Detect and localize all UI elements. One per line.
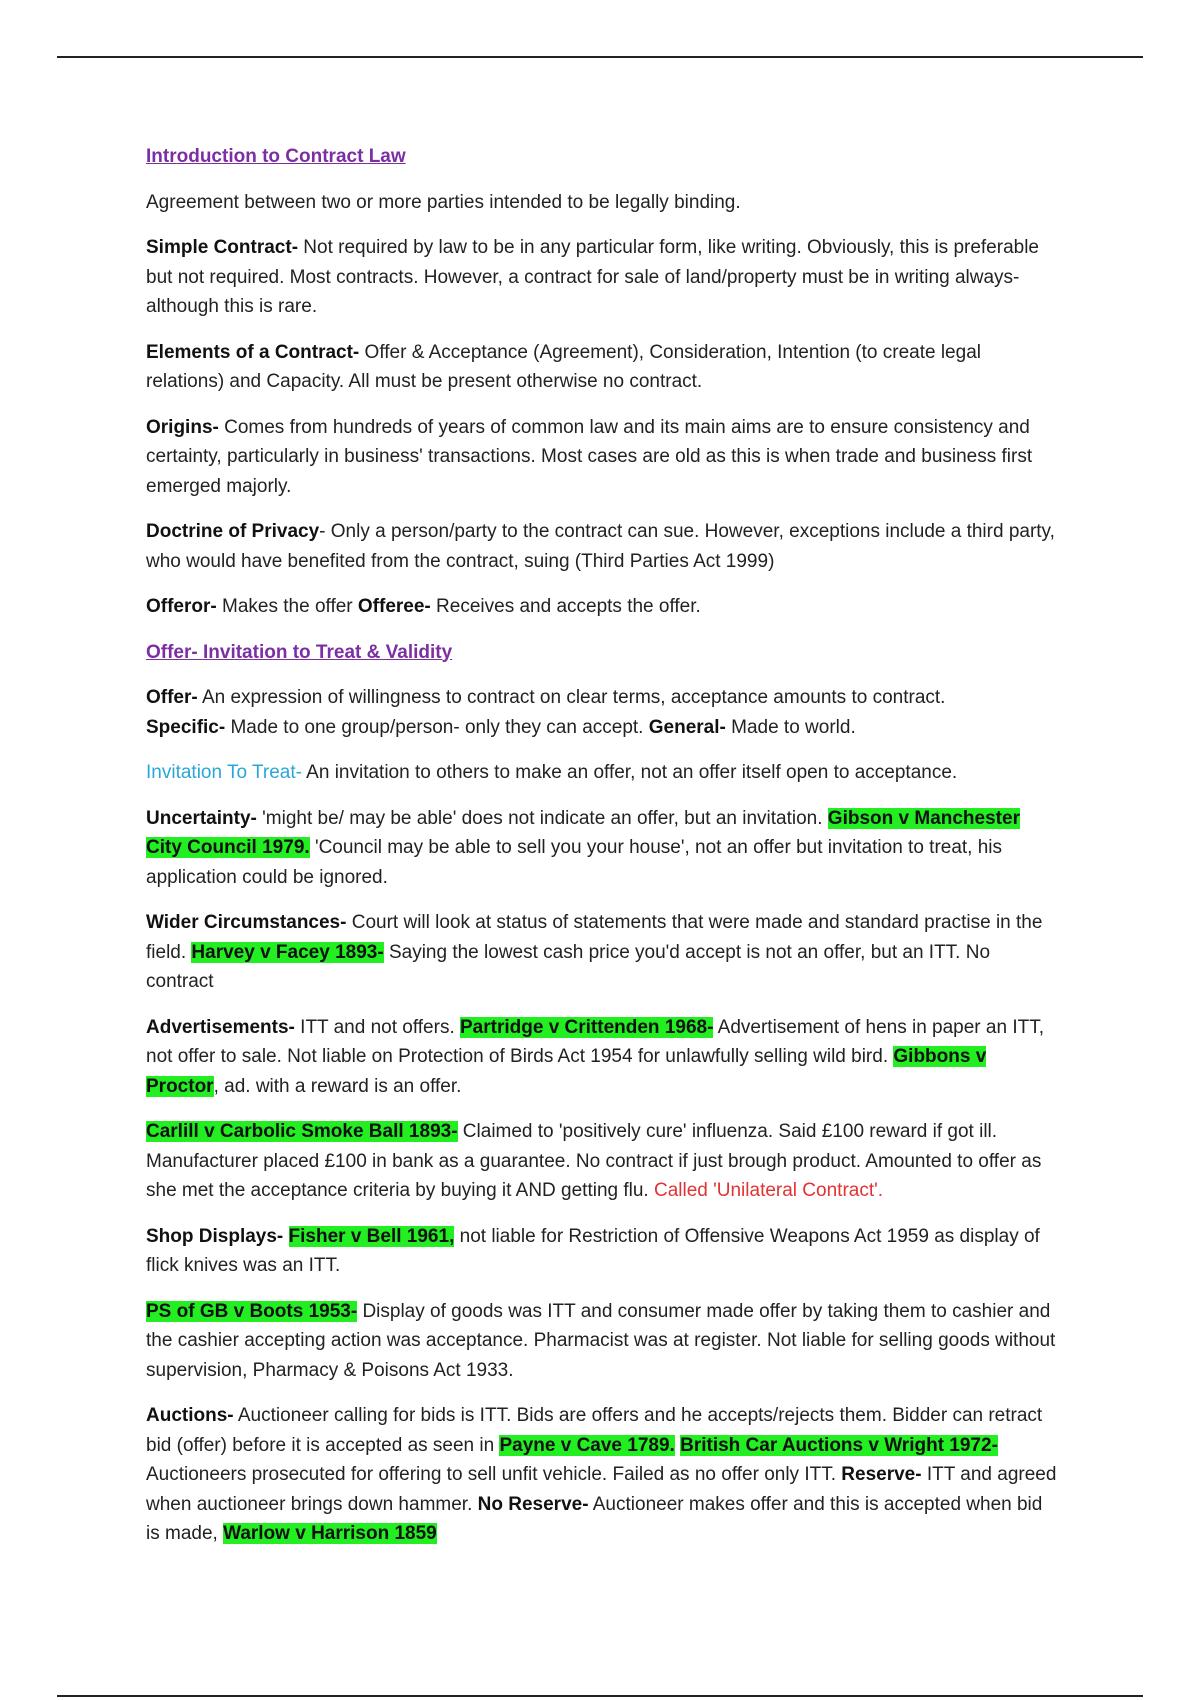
text: Advertisement of hens in paper an ITT, not offer to sale. Not liable on Protection of Birds Act 1954 for unlawfully selling wild bird.	[146, 1016, 1044, 1067]
paragraph-offer	[146, 683, 1061, 742]
case-highlight: Warlow v Harrison 1859	[223, 1523, 437, 1544]
case-highlight: Gibbons v Proctor	[146, 1046, 987, 1097]
paragraph-elements	[146, 338, 1061, 397]
term: Offeree-	[357, 596, 431, 617]
text: Made to one group/person- only they can accept.	[225, 716, 649, 738]
text: An invitation to others to make an offer, not an offer itself open to acceptance.	[301, 762, 958, 783]
case-highlight: Payne v Cave 1789.	[499, 1434, 675, 1456]
term: Auctions-	[146, 1405, 234, 1426]
text: Claimed to 'positively cure' influenza. Said £100 reward if got ill. Manufacturer placed £100 in bank as a guarantee. No contract if just brough product. Amounted to offer as she met the acceptance criteria by buying it AND getting flu.	[146, 1121, 1042, 1201]
paragraph-carlill	[146, 1117, 1061, 1206]
paragraph-shop-displays	[146, 1222, 1061, 1281]
text: Auctioneer calling for bids is ITT. Bids are offers and he accepts/rejects them. Bidder can retract bid (offer) before it is accepted as seen in	[146, 1405, 1043, 1456]
case-highlight: Harvey v Facey 1893-	[191, 941, 384, 963]
term: Shop Displays-	[146, 1225, 284, 1247]
text: Auctioneer makes offer and this is accepted when bid is made,	[146, 1493, 1043, 1544]
paragraph-itt	[146, 758, 1061, 788]
paragraph-boots	[146, 1297, 1061, 1386]
text: Offer & Acceptance (Agreement), Consideration, Intention (to create legal relations) and Capacity. All must be present otherwise no contract.	[146, 341, 981, 392]
text: Auctioneers prosecuted for offering to sell unfit vehicle. Failed as no offer only ITT.	[146, 1464, 842, 1485]
text: Display of goods was ITT and consumer made offer by taking them to cashier and the cashier accepting action was acceptance. Pharmacist was at register. Not liable for selling goods without supervision, Pharmacy & Poisons Act 1933.	[146, 1300, 1056, 1381]
paragraph-uncertainty	[146, 804, 1061, 893]
document-body	[146, 142, 1061, 1565]
paragraph-auctions	[146, 1401, 1061, 1549]
text: ITT and agreed when auctioneer brings down hammer.	[146, 1464, 1057, 1515]
case-highlight: Gibson v Manchester City Council 1979.	[146, 807, 1020, 858]
paragraph-privacy	[146, 517, 1061, 576]
term: Offer-	[146, 687, 198, 708]
bottom-rule	[57, 1695, 1143, 1697]
heading-offer-itt: Offer- Invitation to Treat & Validity	[146, 641, 453, 663]
text: , ad. with a reward is an offer.	[213, 1075, 462, 1097]
text: Made to world.	[725, 716, 856, 738]
text: ITT and not offers.	[294, 1016, 460, 1038]
case-highlight: Carlill v Carbolic Smoke Ball 1893-	[146, 1121, 458, 1142]
term: Reserve-	[841, 1464, 922, 1485]
term: General-	[648, 716, 726, 738]
text: - Only a person/party to the contract can sue. However, exceptions include a third party, who would have benefited from the contract, suing (Third Parties Act 1999)	[146, 521, 1055, 572]
case-highlight: Fisher v Bell 1961,	[288, 1225, 455, 1247]
term: Invitation To Treat-	[146, 762, 302, 783]
paragraph-simple-contract	[146, 233, 1061, 322]
text: Comes from hundreds of years of common law and its main aims are to ensure consistency and certainty, particularly in business' transactions. Most cases are old as this is when trade and business first emerged majorly.	[146, 416, 1033, 497]
case-highlight: Partridge v Crittenden 1968-	[460, 1016, 714, 1038]
term: Elements of a Contract-	[146, 341, 360, 363]
text: An expression of willingness to contract on clear terms, acceptance amounts to contract.	[197, 687, 946, 708]
text: not liable for Restriction of Offensive Weapons Act 1959 as display of flick knives was an ITT.	[146, 1225, 1040, 1276]
text	[283, 1226, 288, 1247]
term: Simple Contract-	[146, 237, 299, 258]
text: 'Council may be able to sell you your house', not an offer but invitation to treat, his application could be ignored.	[146, 837, 1003, 888]
paragraph-origins	[146, 413, 1061, 502]
term: Offeror-	[146, 596, 217, 617]
text: Makes the offer	[216, 596, 358, 617]
term: Uncertainty-	[146, 807, 257, 829]
paragraph-agreement: Agreement between two or more parties intended to be legally binding.	[146, 191, 741, 213]
term: Wider Circumstances-	[146, 912, 347, 933]
term: Advertisements-	[146, 1016, 295, 1038]
case-highlight: British Car Auctions v Wright 1972-	[680, 1434, 998, 1456]
text: Receives and accepts the offer.	[430, 596, 701, 617]
heading-intro: Introduction to Contract Law	[146, 146, 406, 167]
text: Not required by law to be in any particular form, like writing. Obviously, this is preferable but not required. Most contracts. However, a contract for sale of land/property must be in writing always- although this is rare.	[146, 237, 1039, 317]
paragraph-advertisements	[146, 1013, 1061, 1102]
term: Specific-	[146, 716, 226, 738]
top-rule	[57, 56, 1143, 58]
unilateral-note: Called 'Unilateral Contract'.	[654, 1180, 884, 1201]
text: Court will look at status of statements that were made and standard practise in the field.	[146, 912, 1043, 963]
paragraph-wider-circumstances	[146, 908, 1061, 997]
term: No Reserve-	[477, 1493, 589, 1515]
case-highlight: PS of GB v Boots 1953-	[146, 1300, 358, 1322]
text: 'might be/ may be able' does not indicate an offer, but an invitation.	[256, 807, 828, 829]
term: Origins-	[146, 416, 219, 438]
term: Doctrine of Privacy	[146, 521, 320, 542]
paragraph-offeror	[146, 592, 1061, 622]
text: Saying the lowest cash price you'd accept is not an offer, but an ITT. No contract	[146, 941, 991, 992]
